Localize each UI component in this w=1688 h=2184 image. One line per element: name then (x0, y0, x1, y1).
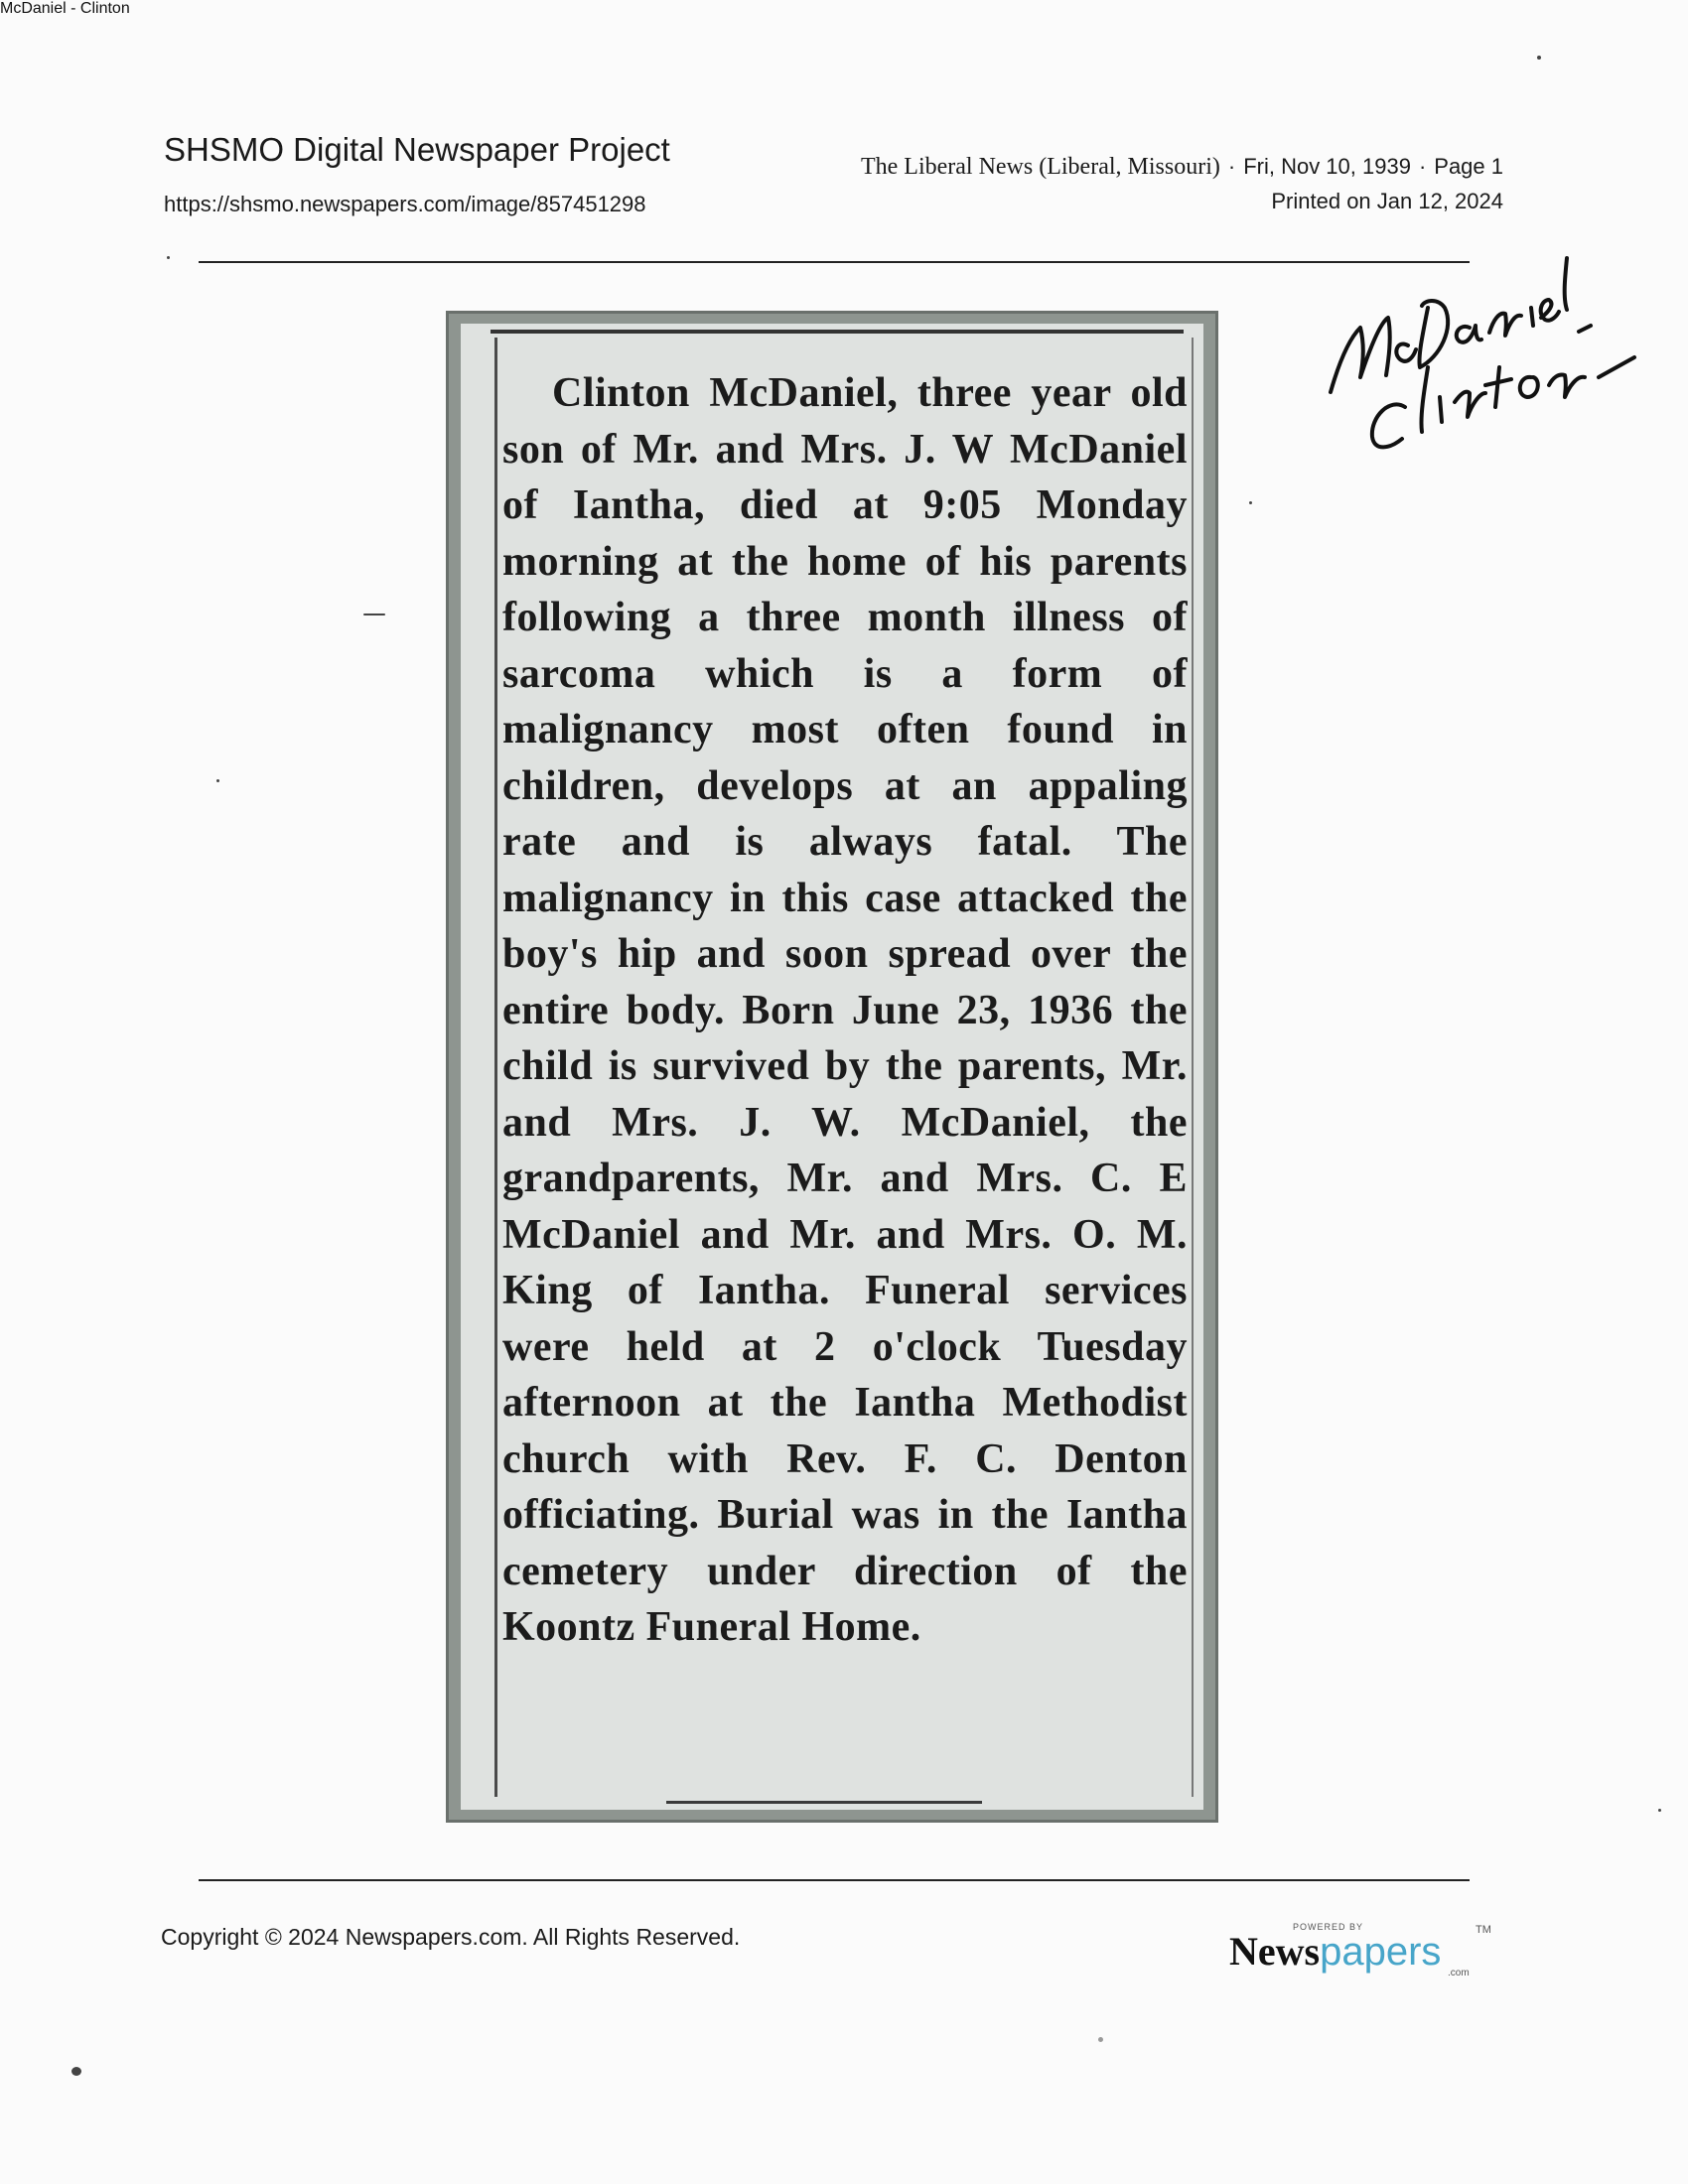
handwritten-signature (1311, 228, 1658, 477)
printed-date: Printed on Jan 12, 2024 (1271, 189, 1503, 213)
article-end-rule (666, 1801, 982, 1804)
publication-date: Fri, Nov 10, 1939 (1243, 154, 1411, 179)
newspaper-clipping (446, 311, 1218, 1823)
scan-speck (1098, 2037, 1103, 2042)
logo-wordmark (1229, 1930, 1441, 1974)
publication-name: The Liberal News (Liberal, Missouri) (860, 154, 1220, 180)
separator: · (1227, 154, 1236, 179)
logo-news: News (1229, 1929, 1321, 1974)
header-divider (199, 261, 1470, 263)
footer-divider (199, 1879, 1470, 1881)
obituary-text: Clinton McDaniel, three year old son of Mr. and Mrs. J. W McDaniel of Iantha, died at 9:05 Monday morning at the home of his parents following a three month illness of sarcoma which is a form of malignancy most often found in children, develops at an appaling rate and is always fatal. The malignancy in this case attacked the boy's hip and soon spread over the entire body. Born June 23, 1936 the child is survived by the parents, Mr. and Mrs. J. W. McDaniel, the grandparents, Mr. and Mrs. C. E McDaniel and Mr. and Mrs. O. M. King of Iantha. Funeral services were held at 2 o'clock Tuesday afternoon at the Iantha Methodist church with Rev. F. C. Denton officiating. Burial was in the Iantha cemetery under direction of the Koontz Funeral Home. (502, 370, 1188, 1650)
handwritten-line-1: McDaniel - (0, 0, 76, 17)
column-right-rule (1192, 338, 1194, 1797)
logo-dotcom: .com (1448, 1968, 1470, 1979)
publication-info (861, 154, 1503, 214)
publication-line (861, 154, 1503, 181)
newspapers-logo (1229, 1922, 1499, 1981)
scan-speck (216, 779, 219, 782)
image-url: https://shsmo.newspapers.com/image/857451298 (164, 192, 646, 216)
logo-papers: papers (1320, 1930, 1442, 1974)
scan-speck (167, 256, 170, 259)
scan-speck (71, 2067, 81, 2076)
scan-speck (1249, 501, 1252, 504)
page-number: Page 1 (1434, 154, 1503, 179)
scan-speck (1658, 1809, 1661, 1812)
logo-powered-by: POWERED BY (1293, 1922, 1364, 1932)
copyright-notice: Copyright © 2024 Newspapers.com. All Rights Reserved. (161, 1924, 741, 1950)
clipping-paper (461, 324, 1203, 1810)
project-title: SHSMO Digital Newspaper Project (164, 131, 670, 168)
column-left-rule (494, 338, 497, 1797)
scan-speck (1537, 56, 1541, 60)
handwritten-line-2: Clinton (79, 0, 130, 17)
separator: · (1418, 154, 1427, 179)
scan-speck (363, 614, 385, 615)
column-top-rule (491, 330, 1184, 334)
logo-trademark: TM (1476, 1924, 1491, 1936)
